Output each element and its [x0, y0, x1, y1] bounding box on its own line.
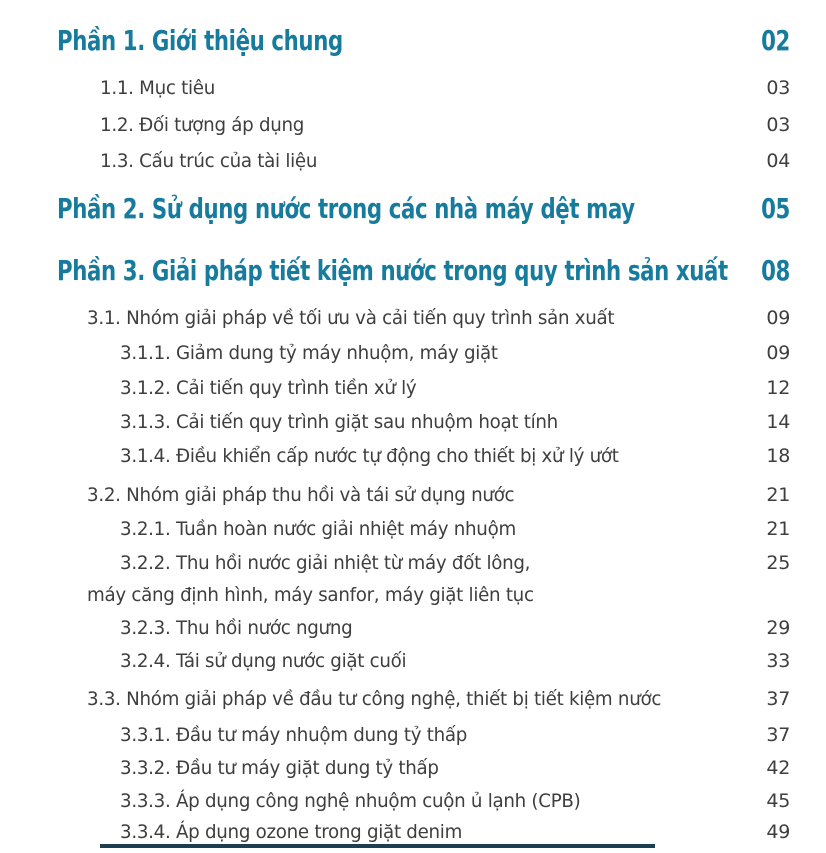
toc-section-page: 02: [761, 24, 790, 57]
toc-entry-1-2[interactable]: [100, 114, 790, 146]
toc-entry-page: 29: [766, 617, 790, 639]
toc-entry-label: 3.2.3. Thu hồi nước ngưng: [120, 617, 353, 639]
toc-entry-label: 3.3.1. Đầu tư máy nhuộm dung tỷ thấp: [120, 724, 468, 746]
toc-entry-3-2-2[interactable]: [120, 552, 790, 584]
toc-entry-3-1-1[interactable]: [120, 342, 790, 374]
toc-entry-3-1-4[interactable]: [120, 445, 790, 477]
toc-entry-3-3[interactable]: [87, 688, 790, 720]
toc-entry-label: 3.1.2. Cải tiến quy trình tiền xử lý: [120, 377, 417, 399]
toc-entry-3-1-3[interactable]: [120, 411, 790, 443]
toc-entry-page: 37: [766, 688, 790, 710]
toc-entry-label: 3.1.1. Giảm dung tỷ máy nhuộm, máy giặt: [120, 342, 498, 364]
toc-entry-label: máy căng định hình, máy sanfor, máy giặt liên tục: [87, 584, 534, 606]
toc-entry-label: 3.1. Nhóm giải pháp về tối ưu và cải tiến quy trình sản xuất: [87, 307, 615, 329]
toc-entry-page: 03: [766, 77, 790, 99]
toc-section-3[interactable]: [57, 254, 790, 286]
toc-entry-page: 09: [766, 342, 790, 364]
toc-entry-page: 09: [766, 307, 790, 329]
toc-entry-label: 1.1. Mục tiêu: [100, 77, 215, 99]
toc-section-title: Phần 1. Giới thiệu chung: [57, 24, 343, 57]
toc-entry-3-2-2-continuation[interactable]: [87, 584, 790, 616]
toc-entry-3-2-1[interactable]: [120, 518, 790, 550]
footer-accent-bar: [100, 844, 655, 848]
toc-entry-page: 03: [766, 114, 790, 136]
toc-entry-3-1-2[interactable]: [120, 377, 790, 409]
toc-section-1[interactable]: [57, 24, 790, 56]
toc-entry-label: 3.1.3. Cải tiến quy trình giặt sau nhuộm hoạt tính: [120, 411, 558, 433]
toc-entry-3-2[interactable]: [87, 484, 790, 516]
toc-entry-3-1[interactable]: [87, 307, 790, 339]
toc-entry-label: 1.3. Cấu trúc của tài liệu: [100, 150, 318, 172]
toc-entry-page: 37: [766, 724, 790, 746]
toc-section-title: Phần 2. Sử dụng nước trong các nhà máy dệt may: [57, 192, 635, 225]
toc-entry-label: 3.2.1. Tuần hoàn nước giải nhiệt máy nhuộm: [120, 518, 516, 540]
toc-section-title: Phần 3. Giải pháp tiết kiệm nước trong quy trình sản xuất: [57, 254, 728, 287]
toc-entry-label: 3.3. Nhóm giải pháp về đầu tư công nghệ, thiết bị tiết kiệm nước: [87, 688, 662, 710]
toc-entry-1-3[interactable]: [100, 150, 790, 182]
toc-entry-page: 45: [766, 790, 790, 812]
toc-entry-3-3-2[interactable]: [120, 757, 790, 789]
toc-entry-page: 25: [766, 552, 790, 574]
toc-entry-page: 21: [766, 484, 790, 506]
toc-section-page: 08: [761, 254, 790, 287]
toc-entry-3-3-4[interactable]: [120, 821, 790, 853]
toc-entry-label: 1.2. Đối tượng áp dụng: [100, 114, 305, 136]
toc-entry-label: 3.1.4. Điều khiển cấp nước tự động cho thiết bị xử lý ướt: [120, 445, 619, 467]
toc-entry-page: 21: [766, 518, 790, 540]
toc-entry-3-2-4[interactable]: [120, 650, 790, 682]
toc-entry-page: 18: [766, 445, 790, 467]
toc-entry-page: 12: [766, 377, 790, 399]
toc-entry-3-2-3[interactable]: [120, 617, 790, 649]
toc-entry-page: 49: [766, 821, 790, 843]
toc-entry-3-3-3[interactable]: [120, 790, 790, 822]
toc-entry-1-1[interactable]: [100, 77, 790, 109]
toc-entry-page: 04: [766, 150, 790, 172]
toc-entry-3-3-1[interactable]: [120, 724, 790, 756]
toc-entry-page: 42: [766, 757, 790, 779]
toc-entry-label: 3.2.4. Tái sử dụng nước giặt cuối: [120, 650, 407, 672]
toc-entry-label: 3.3.3. Áp dụng công nghệ nhuộm cuộn ủ lạnh (CPB): [120, 790, 581, 812]
toc-entry-page: 14: [766, 411, 790, 433]
toc-entry-label: 3.2. Nhóm giải pháp thu hồi và tái sử dụng nước: [87, 484, 515, 506]
toc-entry-label: 3.3.2. Đầu tư máy giặt dung tỷ thấp: [120, 757, 439, 779]
toc-section-2[interactable]: [57, 192, 790, 224]
toc-entry-label: 3.2.2. Thu hồi nước giải nhiệt từ máy đốt lông,: [120, 552, 531, 574]
toc-section-page: 05: [761, 192, 790, 225]
toc-entry-label: 3.3.4. Áp dụng ozone trong giặt denim: [120, 821, 463, 843]
toc-entry-page: 33: [766, 650, 790, 672]
